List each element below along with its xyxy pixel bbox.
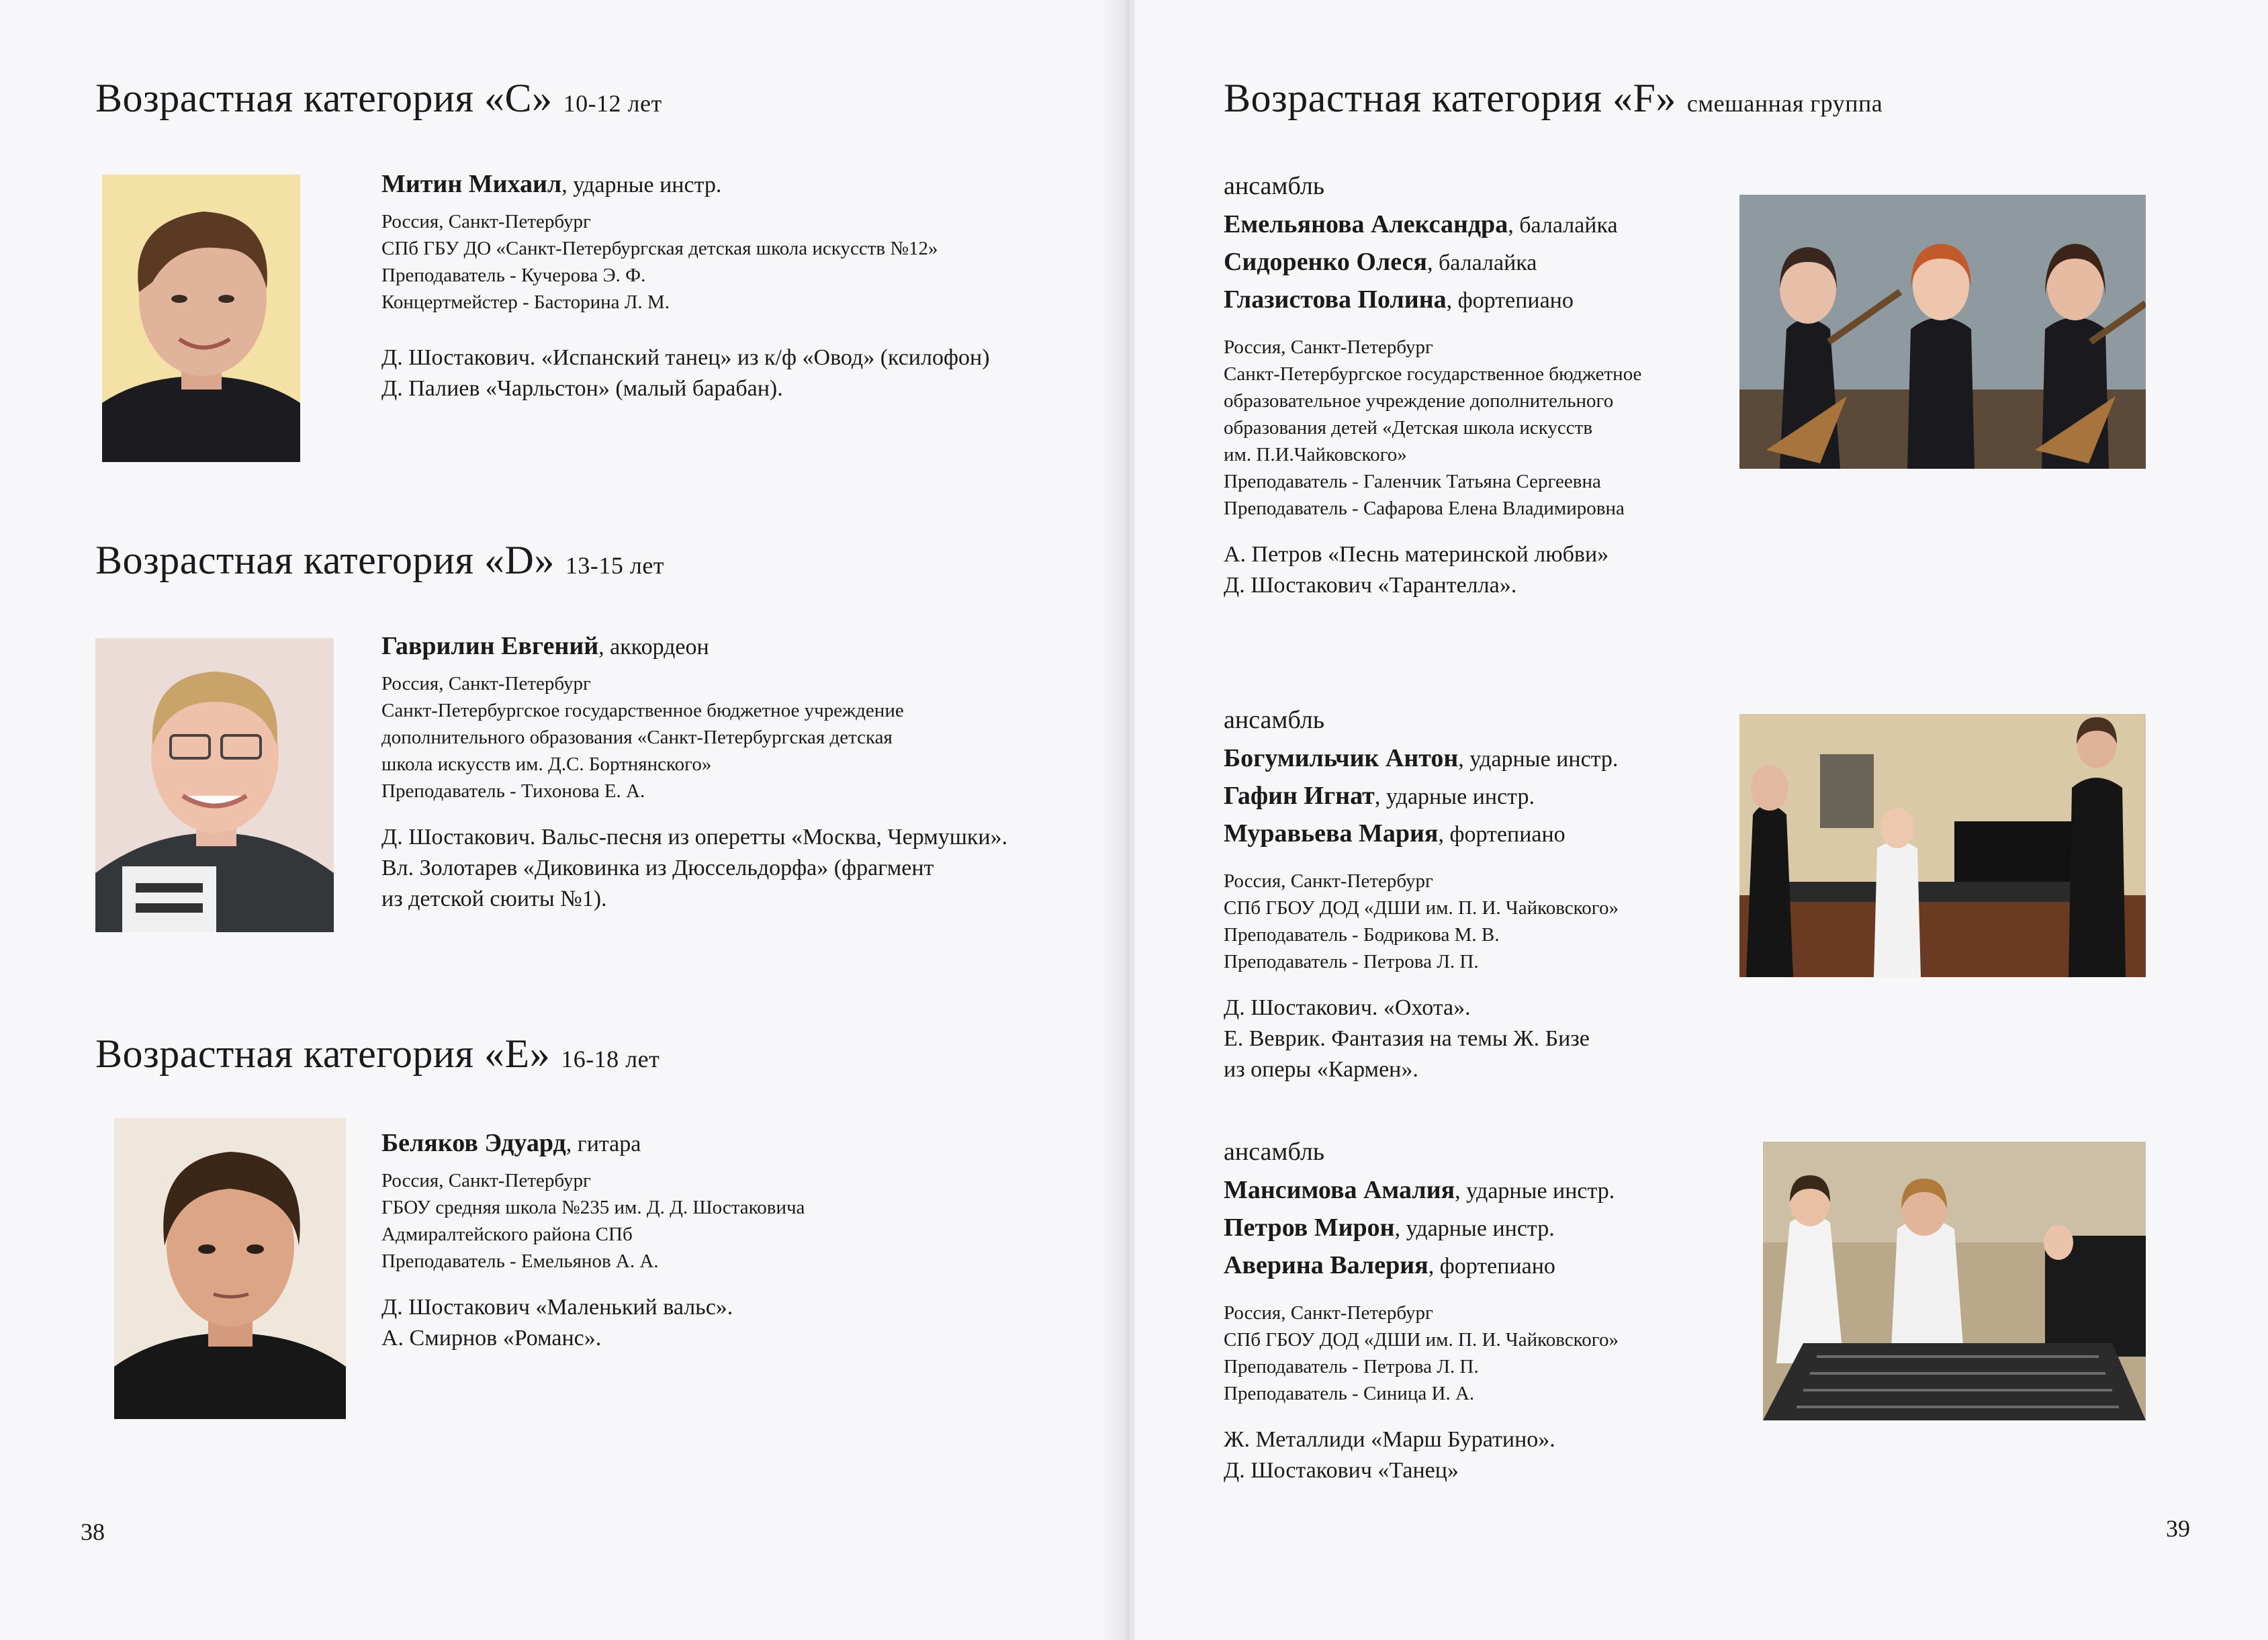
info-line: Россия, Санкт-Петербург [381, 673, 591, 694]
info-line: образовательное учреждение дополнительного [1224, 390, 1614, 412]
member-instrument: , фортепиано [1438, 822, 1566, 847]
participant-instrument: , ударные инстр. [561, 173, 722, 197]
member-name: Петров Мирон [1224, 1214, 1395, 1242]
info-line: образования детей «Детская школа искусств [1224, 417, 1593, 439]
category-title: Возрастная категория «F» [1224, 76, 1676, 120]
repertoire-line: из детской сюиты №1). [381, 886, 607, 911]
category-c-heading [95, 75, 662, 122]
ensemble-entry-3 [1224, 1137, 1619, 1486]
member-line [1224, 778, 1619, 815]
info-line: Преподаватель - Петрова Л. П. [1224, 951, 1479, 972]
info-line: им. П.И.Чайковского» [1224, 444, 1407, 465]
category-d-heading [95, 537, 664, 584]
repertoire-line: Е. Веврик. Фантазия на темы Ж. Бизе [1224, 1026, 1590, 1051]
info-line: Россия, Санкт-Петербург [381, 1170, 591, 1191]
page-number-right: 39 [2166, 1515, 2190, 1542]
repertoire-line: Вл. Золотарев «Диковинка из Дюссельдорфа» (фрагмент [381, 856, 934, 880]
repertoire-line: Д. Шостакович. «Охота». [1224, 995, 1471, 1020]
member-instrument: , балалайка [1426, 250, 1537, 275]
info-line: Концертмейстер - Басторина Л. М. [381, 291, 670, 313]
category-age: 16-18 лет [561, 1046, 660, 1073]
member-name: Муравьева Мария [1224, 819, 1439, 848]
info-line: Преподаватель - Синица И. А. [1224, 1383, 1475, 1404]
repertoire-line: Д. Палиев «Чарльстон» (малый барабан). [381, 376, 783, 401]
ensemble-label: ансамбль [1224, 1138, 1325, 1166]
repertoire-line: Д. Шостакович «Маленький вальс». [381, 1295, 733, 1320]
member-name: Гафин Игнат [1224, 782, 1375, 810]
info-line: школа искусств им. Д.С. Бортнянского» [381, 754, 712, 775]
ensemble-label: ансамбль [1224, 172, 1325, 200]
member-line [1224, 740, 1619, 778]
member-line [1224, 244, 1641, 281]
member-instrument: , балалайка [1508, 213, 1618, 238]
participant-entry-belyakov [381, 1128, 805, 1354]
member-instrument: , фортепиано [1446, 288, 1574, 313]
repertoire-line: Д. Шостакович «Тарантелла». [1224, 573, 1517, 598]
category-f-heading [1224, 75, 1883, 122]
info-line: Преподаватель - Петрова Л. П. [1224, 1356, 1479, 1377]
repertoire-line: А. Смирнов «Романс». [381, 1326, 602, 1351]
portrait-photo-gavrilin [95, 638, 334, 932]
member-instrument: , ударные инстр. [1394, 1216, 1555, 1241]
category-title: Возрастная категория «С» [95, 76, 553, 120]
repertoire-line: Ж. Металлиди «Марш Буратино». [1224, 1427, 1555, 1452]
participant-name: Митин Михаил [381, 170, 562, 198]
member-name: Глазистова Полина [1224, 285, 1447, 314]
member-line [1224, 281, 1641, 319]
participant-entry-mitin [381, 169, 990, 404]
page-number-left: 38 [81, 1518, 105, 1545]
info-line: Преподаватель - Бодрикова М. В. [1224, 924, 1500, 946]
info-line: Россия, Санкт-Петербург [1224, 1302, 1433, 1324]
ensemble-photo-1 [1739, 195, 2146, 469]
info-line: СПб ГБОУ ДОД «ДШИ им. П. И. Чайковского» [1224, 897, 1619, 919]
info-line: Преподаватель - Сафарова Елена Владимировна [1224, 498, 1625, 519]
participant-name: Гаврилин Евгений [381, 632, 599, 660]
member-line [1224, 1210, 1619, 1247]
info-line: Преподаватель - Емельянов А. А. [381, 1250, 659, 1272]
member-name: Мансимова Амалия [1224, 1176, 1455, 1204]
category-e-heading [95, 1031, 660, 1077]
member-name: Аверина Валерия [1224, 1251, 1428, 1279]
ensemble-entry-2 [1224, 705, 1619, 1085]
participant-instrument: , аккордеон [598, 635, 709, 659]
ensemble-photo-3 [1763, 1142, 2146, 1420]
right-page [1135, 0, 2268, 1640]
info-line: ГБОУ средняя школа №235 им. Д. Д. Шостаковича [381, 1197, 805, 1218]
info-line: СПб ГБУ ДО «Санкт-Петербургская детская школа искусств №12» [381, 238, 938, 259]
member-name: Сидоренко Олеся [1224, 248, 1427, 276]
member-instrument: , ударные инстр. [1455, 1179, 1615, 1203]
member-line [1224, 815, 1619, 853]
category-age: 13-15 лет [565, 552, 665, 579]
participant-name-line [381, 1128, 805, 1158]
info-line: Санкт-Петербургское государственное бюджетное учреждение [381, 700, 904, 721]
info-line: дополнительного образования «Санкт-Петербургская детская [381, 727, 893, 748]
info-line: Россия, Санкт-Петербург [1224, 336, 1433, 358]
repertoire-line: из оперы «Кармен». [1224, 1057, 1418, 1082]
repertoire-line: А. Петров «Песнь материнской любви» [1224, 542, 1609, 567]
info-line: Преподаватель - Галенчик Татьяна Сергеевна [1224, 471, 1601, 492]
info-line: Адмиралтейского района СПб [381, 1224, 633, 1245]
participant-instrument: , гитара [565, 1132, 641, 1156]
left-page [0, 0, 1118, 1640]
member-line [1224, 1172, 1619, 1210]
ensemble-photo-2 [1739, 714, 2146, 977]
info-line: Санкт-Петербургское государственное бюджетное [1224, 363, 1642, 385]
participant-entry-gavrilin [381, 631, 1007, 915]
portrait-photo-mitin [102, 175, 300, 462]
participant-name-line [381, 169, 990, 199]
info-line: СПб ГБОУ ДОД «ДШИ им. П. И. Чайковского» [1224, 1329, 1619, 1351]
repertoire-line: Д. Шостакович «Танец» [1224, 1458, 1459, 1483]
ensemble-entry-1 [1224, 171, 1641, 601]
category-title: Возрастная категория «D» [95, 538, 555, 582]
member-instrument: , фортепиано [1428, 1254, 1555, 1279]
ensemble-label: ансамбль [1224, 706, 1325, 734]
info-line: Россия, Санкт-Петербург [1224, 870, 1433, 892]
participant-name-line [381, 631, 1007, 661]
member-name: Богумильчик Антон [1224, 744, 1459, 772]
member-instrument: , ударные инстр. [1458, 747, 1619, 772]
portrait-photo-belyakov [114, 1118, 346, 1419]
repertoire-line: Д. Шостакович. «Испанский танец» из к/ф «Овод» (ксилофон) [381, 345, 990, 370]
member-instrument: , ударные инстр. [1374, 784, 1535, 809]
repertoire-line: Д. Шостакович. Вальс-песня из оперетты «Москва, Чермушки». [381, 825, 1008, 850]
category-title: Возрастная категория «Е» [95, 1032, 551, 1076]
info-line: Преподаватель - Тихонова Е. А. [381, 780, 645, 802]
info-line: Россия, Санкт-Петербург [381, 211, 591, 232]
participant-name: Беляков Эдуард [381, 1129, 566, 1157]
member-line [1224, 206, 1641, 244]
member-name: Емельянова Александра [1224, 210, 1508, 238]
member-line [1224, 1247, 1619, 1285]
category-subtitle: смешанная группа [1686, 90, 1883, 117]
category-age: 10-12 лет [563, 90, 662, 117]
info-line: Преподаватель - Кучерова Э. Ф. [381, 265, 646, 286]
